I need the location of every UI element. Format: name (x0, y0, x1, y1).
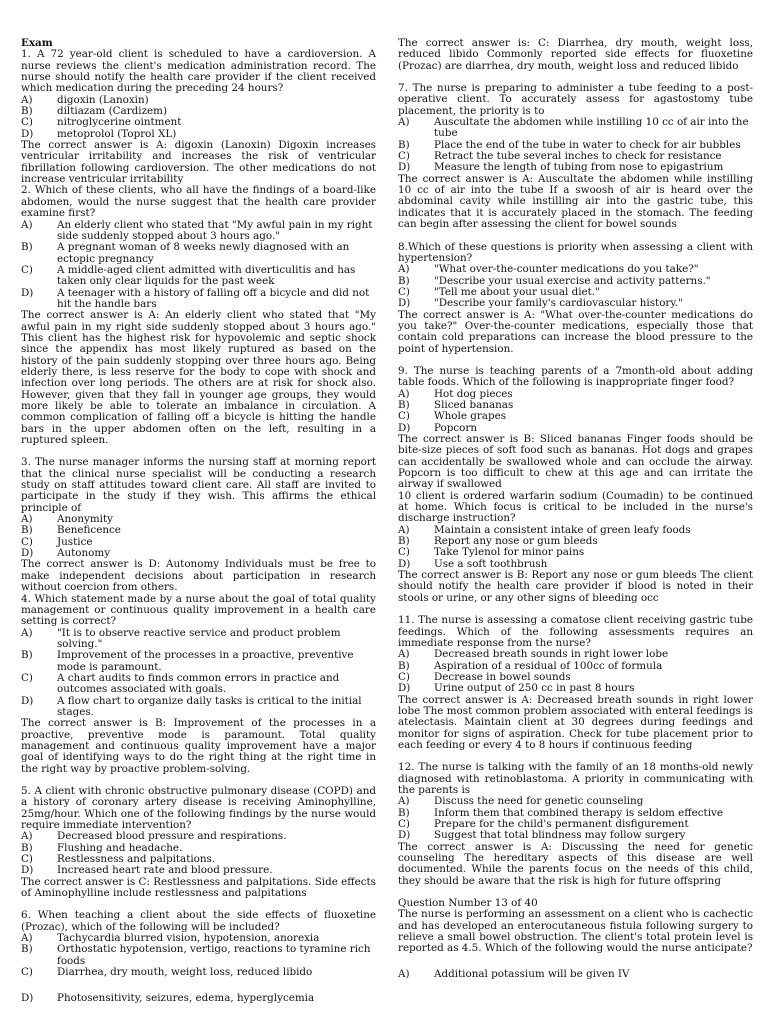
question-8: 8.Which of these questions is priority when assessing a client with hypertension? (398, 240, 753, 264)
option: A) Maintain a consistent intake of green leafy foods (398, 523, 691, 536)
option: C) nitroglycerine ointment (21, 116, 182, 129)
option: B) diltiazam (Cardizem) (21, 105, 167, 118)
question-1-options (21, 95, 376, 140)
option: D) Use a soft toothbrush (398, 557, 548, 570)
question-5-options (21, 831, 376, 876)
option: A) Anonymity (21, 513, 113, 526)
option: A) An elderly client who stated that "My awful pain in my right side suddenly stopped about 3 hours ago." (21, 218, 373, 242)
question-10-options (398, 525, 753, 570)
option: D) Autonomy (21, 547, 111, 560)
option: B) Beneficence (21, 524, 121, 537)
question-13: The nurse is performing an assessment on a client who is cachectic and has developed an enterocutaneous fistula following surgery to relieve a small bowel obstruction. The client's total protein level is reported as 4.5. Which of the following would the nurse anticipate? (398, 908, 753, 955)
question-6-options (21, 933, 376, 1004)
option: C) Take Tylenol for minor pains (398, 546, 585, 559)
option: C) Whole grapes (398, 410, 507, 423)
question-9-options (398, 389, 753, 434)
option: A) Decreased breath sounds in right lower lobe (398, 648, 669, 661)
option: D) A teenager with a history of falling off a bicycle and did not hit the handle bars (21, 286, 370, 310)
question-1: 1. A 72 year-old client is scheduled to have a cardioversion. A nurse reviews the client's medication administration record. The nurse should notify the health care provider if the client received which medication during the preceding 24 hours? (21, 48, 376, 95)
option: B) "Describe your usual exercise and activity patterns." (398, 274, 711, 287)
option: C) Decrease in bowel sounds (398, 670, 571, 683)
option: D) metoprolol (Toprol XL) (21, 127, 177, 140)
question-7-options (398, 117, 753, 174)
option: D) Increased heart rate and blood pressure. (21, 864, 273, 877)
option: C) "Tell me about your usual diet." (398, 285, 600, 298)
option: B) Orthostatic hypotension, vertigo, reactions to tyramine rich foods (21, 943, 371, 967)
spacer (398, 955, 753, 969)
question-4: 4. Which statement made by a nurse about the goal of total quality management or continuous quality improvement in a health care setting is correct? (21, 592, 376, 628)
question-13-options (398, 969, 753, 980)
answer-2: The correct answer is A: An elderly client who stated that "My awful pain in my right side suddenly stopped about 3 hours ago." This client has the highest risk for hypovolemic and septic shock since the appendix has most likely ruptured as based on the history of the pain suddenly stopping over three hours ago. Being elderly there, is less reserve for the body to cope with shock and infection over long periods. The others are at risk for shock also. However, given that they fall in younger age groups, they would more likely be able to tolerate an imbalance in circulation. A common complication of falling off a bicycle is hitting the handle bars in the upper abdomen often on the left, resulting in a ruptured spleen. (21, 309, 376, 447)
question-8-options (398, 264, 753, 309)
option: B) Report any nose or gum bleeds (398, 535, 598, 548)
answer-3: The correct answer is D: Autonomy Individuals must be free to make independent decisions about participation in research without coercion from others. (21, 558, 376, 594)
option: B) Improvement of the processes in a proactive, preventive mode is paramount. (21, 649, 354, 673)
option: B) Inform them that combined therapy is seldom effective (398, 806, 723, 819)
option: A) Hot dog pieces (398, 387, 513, 400)
answer-12: The correct answer is A: Discussing the need for genetic counseling The hereditary aspects of this disease are well documented. While the parents focus on the needs of this child, they should be aware that the risk is high for future offspring (398, 840, 753, 887)
spacer (21, 979, 376, 993)
question-4-options (21, 628, 376, 719)
option: D) Popcorn (398, 421, 478, 434)
option: D) Measure the length of tubing from nose to epigastrium (398, 161, 724, 174)
answer-6: The correct answer is: C: Diarrhea, dry mouth, weight loss, reduced libido Commonly reported side effects for fluoxetine (Prozac) are diarrhea, dry mouth, weight loss and reduced libido (398, 37, 753, 72)
option: B) Aspiration of a residual of 100cc of formula (398, 659, 663, 672)
question-6: 6. When teaching a client about the side effects of fluoxetine (Prozac), which of the following will be included? (21, 909, 376, 933)
option: A) "It is to observe reactive service and product problem solving." (21, 626, 341, 650)
question-10: 10 client is ordered warfarin sodium (Coumadin) to be continued at home. Which focus is critical to be included in the nurse's discharge instruction? (398, 489, 753, 525)
option: A) Tachycardia blurred vision, hypotension, anorexia (21, 932, 320, 945)
answer-5: The correct answer is C: Restlessness and palpitations. Side effects of Aminophylline include restlessness and palpitations (21, 875, 376, 900)
option: A) digoxin (Lanoxin) (21, 93, 149, 106)
option: A) Auscultate the abdomen while instilling 10 cc of air into the tube (398, 116, 749, 140)
option: A) Additional potassium will be given IV (398, 967, 630, 980)
option: D) A flow chart to organize daily tasks is critical to the initial stages. (21, 694, 362, 718)
question-7: 7. The nurse is preparing to administer a tube feeding to a post-operative client. To accurately assess for agastostomy tube placement, the priority is to (398, 82, 753, 117)
question-12: 12. The nurse is talking with the family of an 18 months-old newly diagnosed with retinoblastoma. A priority in communicating with the parents is (398, 761, 753, 796)
option: A) Decreased blood pressure and respirations. (21, 830, 287, 843)
right-column (398, 38, 753, 980)
question-13-header: Question Number 13 of 40 (398, 897, 538, 910)
option: B) Sliced bananas (398, 398, 514, 411)
option: C) Restlessness and palpitations. (21, 853, 216, 866)
option: A) Discuss the need for genetic counseling (398, 795, 644, 808)
option: B) Place the end of the tube in water to check for air bubbles (398, 138, 741, 151)
question-3-options (21, 514, 376, 559)
question-11-options (398, 649, 753, 694)
left-column (21, 38, 376, 1004)
question-2-options (21, 220, 376, 311)
option: C) Justice (21, 535, 93, 548)
question-11: 11. The nurse is assessing a comatose client receiving gastric tube feedings. Which of the following assessments requires an immediate response from the nurse? (398, 614, 753, 649)
option: C) Retract the tube several inches to check for resistance (398, 150, 722, 163)
option: B) Flushing and headache. (21, 841, 183, 854)
option: D) Photosensitivity, seizures, edema, hyperglycemia (21, 991, 315, 1004)
answer-1: The correct answer is A: digoxin (Lanoxin) Digoxin increases ventricular irritability and increases the risk of ventricular fibrillation following cardioversion. The other medications do not increase ventricular irritability (21, 139, 376, 186)
answer-4: The correct answer is B: Improvement of the processes in a proactive, preventive mode is paramount. Total quality management and continuous quality improvement have a major goal of identifying ways to do the right thing at the right time in the right way by proactive problem-solving. (21, 717, 376, 775)
exam-title: Exam (21, 37, 53, 49)
option: B) A pregnant woman of 8 weeks newly diagnosed with an ectopic pregnancy (21, 241, 350, 265)
option: C) Prepare for the child's permanent disfigurement (398, 818, 689, 830)
option: C) Diarrhea, dry mouth, weight loss, reduced libido (21, 966, 313, 979)
question-9: 9. The nurse is teaching parents of a 7month-old about adding table foods. Which of the following is inappropriate finger food? (398, 364, 753, 389)
answer-11: The correct answer is A: Decreased breath sounds in right lower lobe The most common problem associated with enteral feedings is atelectasis. Maintain client at 30 degrees during feedings and monitor for signs of aspiration. Check for tube placement prior to each feeding or every 4 to 8 hours if continuous feeding (398, 693, 753, 751)
answer-9: The correct answer is B: Sliced bananas Finger foods should be bite-size pieces of soft food such as bananas. Hot dogs and grapes can accidentally be swallowed whole and can occlude the airway. Popcorn is too difficult to chew at this age and can irritate the airway if swallowed (398, 433, 753, 491)
question-3: 3. The nurse manager informs the nursing staff at morning report that the clinical nurse specialist will be conducting a research study on staff attitudes toward client care. All staff are invited to participate in the study if they wish. This affirms the ethical principle of (21, 456, 376, 514)
option: C) A chart audits to finds common errors in practice and outcomes associated with goals. (21, 671, 340, 696)
option: A) "What over-the-counter medications do you take?" (398, 263, 699, 276)
question-2: 2. Which of these clients, who all have the findings of a board-like abdomen, would the nurse suggest that the health care provider examine first? (21, 184, 376, 220)
option: D) Suggest that total blindness may follow surgery (398, 829, 686, 842)
spacer (398, 231, 753, 242)
option: D) "Describe your family's cardiovascular history." (398, 297, 683, 310)
question-12-options (398, 796, 753, 841)
answer-10: The correct answer is B: Report any nose or gum bleeds The client should notify the health care provider if blood is noted in their stools or urine, or any other signs of bleeding occ (398, 569, 753, 604)
answer-8: The correct answer is A: "What over-the-counter medications do you take?" Over-the-counter medications, especially those that contain cold preparations can increase the blood pressure to the point of hypertension. (398, 308, 753, 355)
question-5: 5. A client with chronic obstructive pulmonary disease (COPD) and a history of coronary artery disease is receiving Aminophylline, 25mg/hour. Which one of the following findings by the nurse would require immediate intervention? (21, 785, 376, 832)
answer-7: The correct answer is A: Auscultate the abdomen while instilling 10 cc of air into the tube If a swoosh of air is heard over the abdominal cavity while instilling air into the gastric tube, this indicates that it is accurately placed in the stomach. The feeding can begin after assessing the client for bowel sounds (398, 172, 753, 231)
option: D) Urine output of 250 cc in past 8 hours (398, 682, 635, 695)
option: C) A middle-aged client admitted with diverticulitis and has taken only clear liquids for the past week (21, 263, 356, 288)
